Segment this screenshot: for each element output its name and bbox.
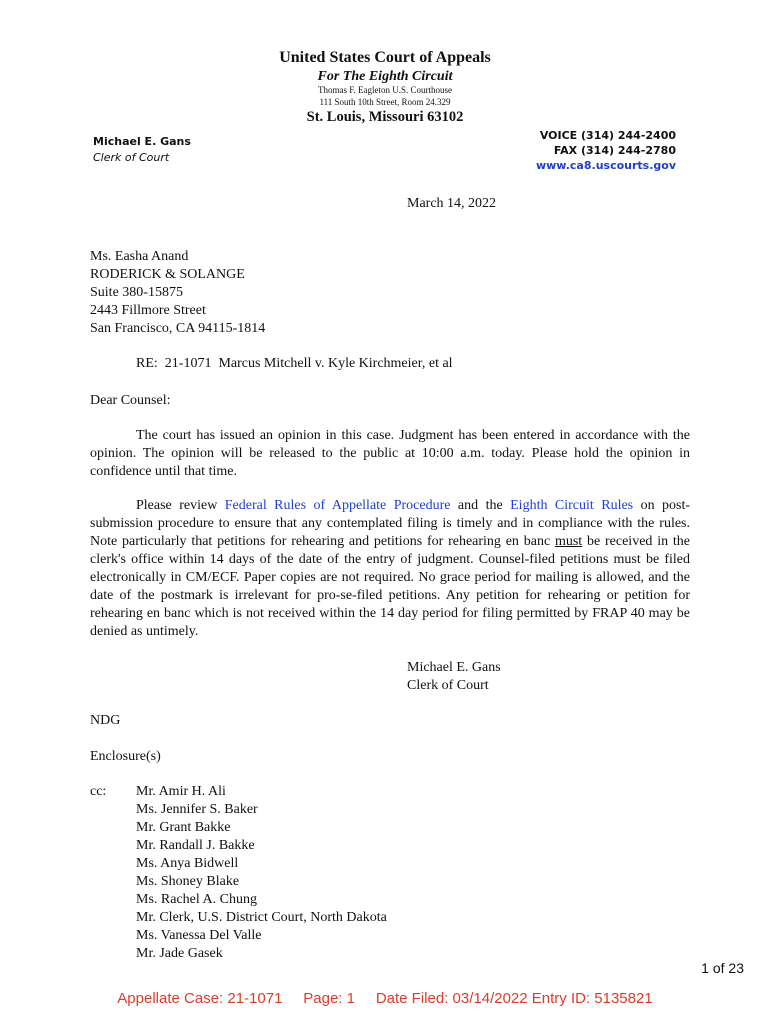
- eighth-circuit-rules-link[interactable]: Eighth Circuit Rules: [510, 498, 634, 513]
- initials: NDG: [90, 713, 121, 728]
- court-city: St. Louis, Missouri 63102: [306, 109, 464, 125]
- letter-date: March 14, 2022: [407, 196, 497, 211]
- cc-recipient: Ms. Anya Bidwell: [136, 856, 239, 871]
- cc-recipient: Mr. Jade Gasek: [136, 946, 223, 961]
- courthouse-name: Thomas F. Eagleton U.S. Courthouse: [317, 85, 453, 95]
- addressee-line: San Francisco, CA 94115-1814: [90, 321, 266, 336]
- addressee-line: RODERICK & SOLANGE: [90, 267, 245, 282]
- contact-block: [536, 128, 676, 173]
- addressee-line: Ms. Easha Anand: [90, 249, 189, 264]
- paragraph-text: on post-submission procedure to ensure that any contemplated filing is timely and in compliance with the rules. Note particularly that petitions for rehearing and petitions for rehearing en banc: [90, 498, 691, 549]
- paragraph-opinion-issued: The court has issued an opinion in this case. Judgment has been entered in accordance with the opinion. The opinion will be released to the public at 10:00 a.m. today. Please hold the opinion in confidence until that time.: [90, 428, 690, 479]
- page-count: 1 of 23: [701, 960, 744, 976]
- cc-recipient: Ms. Shoney Blake: [136, 874, 240, 889]
- re-line: RE: 21-1071 Marcus Mitchell v. Kyle Kirchmeier, et al: [136, 356, 453, 371]
- court-website-link[interactable]: www.ca8.uscourts.gov: [535, 159, 676, 172]
- circuit-name: For The Eighth Circuit: [317, 69, 453, 84]
- paragraph-text: and the: [450, 498, 511, 513]
- cc-recipient: Ms. Vanessa Del Valle: [136, 928, 262, 943]
- paragraph-text: Please review: [136, 498, 225, 513]
- salutation: Dear Counsel:: [90, 393, 171, 408]
- paragraph-text: be received in the clerk's office within 14 days of the date of the entry of judgment. Counsel-filed petitions must be filed electronically in CM/ECF. Paper copies are not required. No grace period for mailing is allowed, and the date of the postmark is irrelevant for pro-se-filed petitions. Any petition for rehearing or petition for rehearing en banc which is not received within the 14 day period for filing permitted by FRAP 40 may be denied as untimely.: [90, 534, 690, 639]
- cc-recipient: Ms. Rachel A. Chung: [136, 892, 257, 907]
- clerk-title: Clerk of Court: [93, 151, 170, 164]
- clerk-name: Michael E. Gans: [93, 135, 191, 148]
- cc-recipient: Mr. Clerk, U.S. District Court, North Dakota: [136, 910, 387, 925]
- court-name: United States Court of Appeals: [279, 49, 491, 66]
- signature-title: Clerk of Court: [407, 678, 489, 693]
- clerk-block: [93, 134, 191, 166]
- frap-link[interactable]: Federal Rules of Appellate Procedure: [224, 498, 451, 513]
- cc-recipient: Mr. Randall J. Bakke: [136, 838, 255, 853]
- signature-name: Michael E. Gans: [407, 660, 501, 675]
- cc-label: cc:: [90, 784, 107, 799]
- footer-case-number: Appellate Case: 21-1071: [117, 990, 283, 1007]
- filing-footer: [0, 990, 770, 1007]
- cc-recipient: Mr. Amir H. Ali: [136, 784, 226, 799]
- signature-block: [407, 659, 501, 695]
- enclosures: Enclosure(s): [90, 749, 161, 764]
- fax-number: FAX (314) 244-2780: [553, 144, 676, 157]
- footer-date-filed: Date Filed: 03/14/2022 Entry ID: 5135821: [375, 990, 653, 1007]
- footer-page: Page: 1: [303, 990, 355, 1007]
- cc-recipient: Mr. Grant Bakke: [136, 820, 231, 835]
- addressee-block: [90, 248, 265, 338]
- courthouse-street: 111 South 10th Street, Room 24.329: [319, 97, 451, 107]
- addressee-line: 2443 Fillmore Street: [90, 303, 206, 318]
- emphasis-must: must: [554, 534, 583, 549]
- cc-list: [136, 783, 387, 963]
- voice-number: VOICE (314) 244-2400: [539, 129, 676, 142]
- paragraph-post-submission: [90, 497, 690, 641]
- addressee-line: Suite 380-15875: [90, 285, 183, 300]
- cc-recipient: Ms. Jennifer S. Baker: [136, 802, 258, 817]
